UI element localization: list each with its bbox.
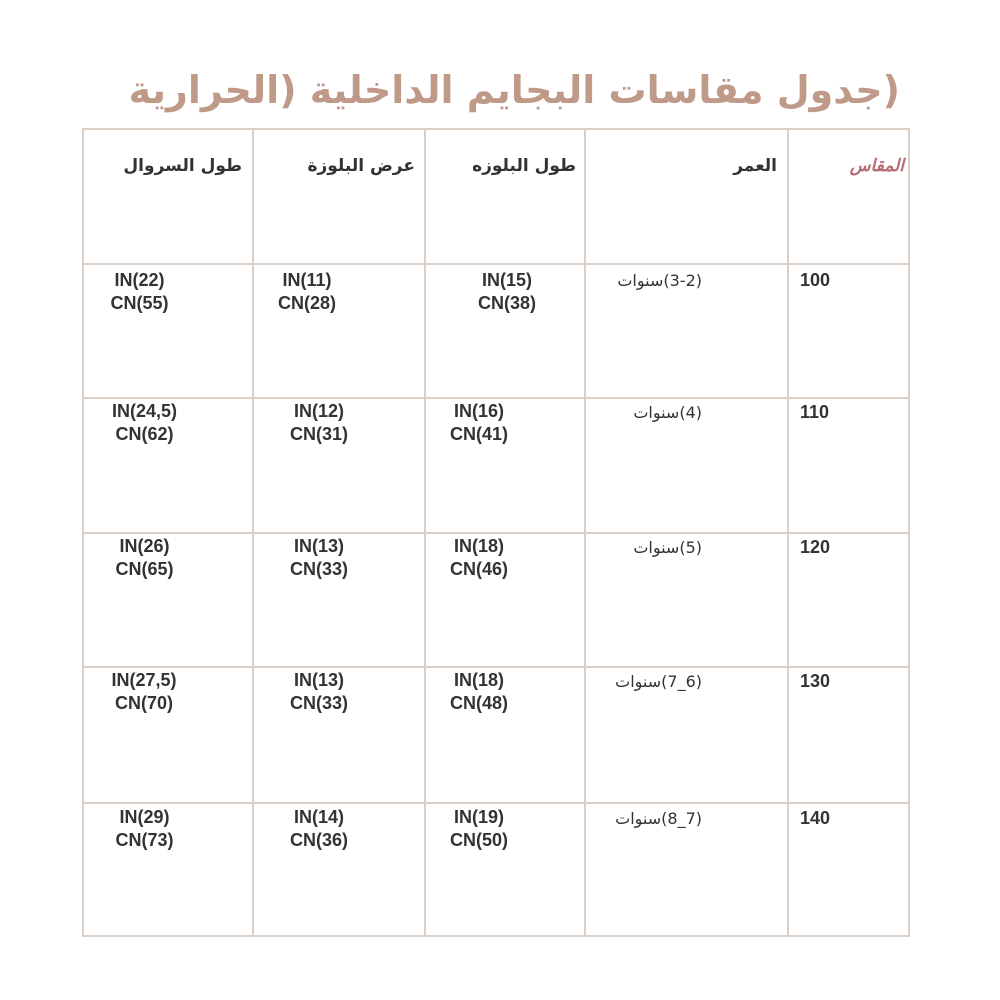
row-size: 100 — [800, 270, 831, 290]
row-blouse-width: IN(14) CN(36) — [289, 807, 348, 850]
header-blouse-width: عرض البلوزة — [307, 156, 415, 176]
table-rule — [82, 397, 910, 399]
row-pants-length: IN(22) CN(55) — [110, 270, 169, 313]
row-blouse-length: IN(19) CN(50) — [449, 807, 508, 850]
row-blouse-width: IN(11) CN(28) — [277, 270, 336, 313]
row-age: (5)سنوات — [633, 538, 702, 557]
header-size: المقاس — [849, 156, 904, 176]
row-age: (6_7)سنوات — [615, 672, 702, 691]
row-pants-length: IN(24,5) CN(62) — [111, 401, 178, 444]
row-blouse-length: IN(18) CN(48) — [449, 670, 508, 713]
row-pants-length: IN(26) CN(65) — [115, 536, 174, 579]
row-blouse-length: IN(16) CN(41) — [449, 401, 508, 444]
row-age: (4)سنوات — [633, 403, 702, 422]
table-rule — [82, 666, 910, 668]
row-blouse-width: IN(13) CN(33) — [289, 536, 348, 579]
row-blouse-length: IN(15) CN(38) — [477, 270, 536, 313]
table-rule — [82, 128, 84, 937]
header-blouse-length: طول البلوزه — [472, 156, 576, 176]
size-chart-table — [82, 128, 910, 937]
table-rule — [584, 128, 586, 937]
row-blouse-length: IN(18) CN(46) — [449, 536, 508, 579]
table-rule — [908, 128, 910, 937]
header-age: العمر — [733, 156, 777, 176]
table-rule — [82, 532, 910, 534]
row-pants-length: IN(29) CN(73) — [115, 807, 174, 850]
table-rule — [82, 128, 910, 130]
table-rule — [82, 263, 910, 265]
table-rule — [82, 802, 910, 804]
page-title: (جدول مقاسات البجايم الداخلية (الحرارية — [128, 68, 900, 112]
table-rule — [424, 128, 426, 937]
row-size: 110 — [800, 402, 830, 422]
row-size: 120 — [800, 537, 831, 557]
row-blouse-width: IN(12) CN(31) — [289, 401, 348, 444]
row-pants-length: IN(27,5) CN(70) — [111, 670, 177, 713]
row-age: (7_8)سنوات — [615, 809, 702, 828]
table-rule — [252, 128, 254, 937]
row-size: 140 — [800, 808, 831, 828]
row-age: (3-2)سنوات — [617, 271, 702, 290]
header-pants-length: طول السروال — [123, 156, 242, 176]
table-rule — [787, 128, 789, 937]
row-blouse-width: IN(13) CN(33) — [289, 670, 348, 713]
table-rule — [82, 935, 910, 937]
row-size: 130 — [800, 671, 831, 691]
